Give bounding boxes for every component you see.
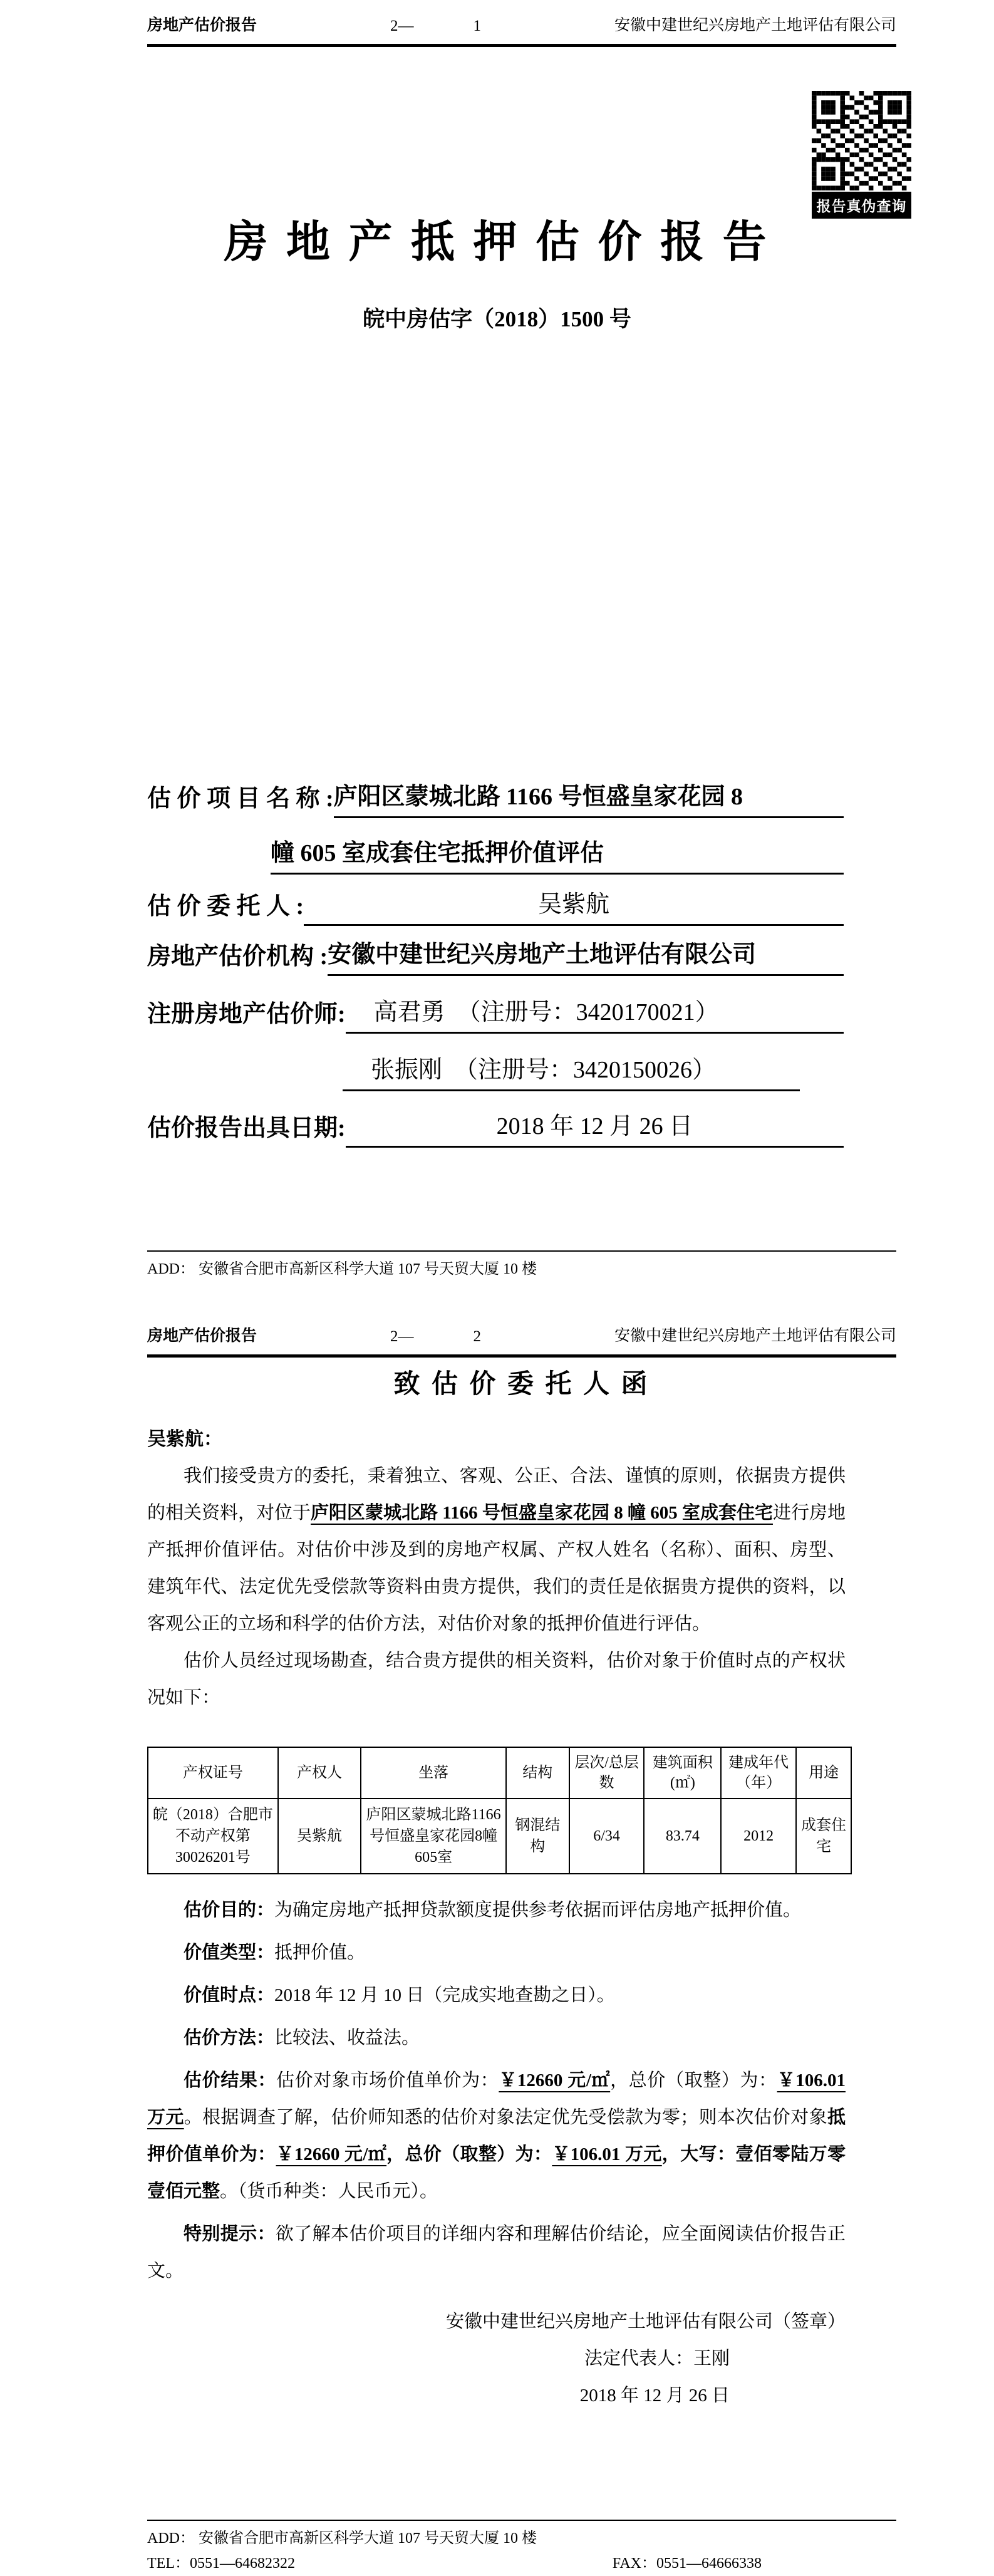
signature-company: 安徽中建世纪兴房地产土地评估有限公司（签章） <box>445 2312 846 2332</box>
paragraph-survey: 估价人员经过现场勘查，结合贵方提供的相关资料，估价对象于价值时点的产权状况如下： <box>147 1651 846 1708</box>
table-cell: 钢混结构 <box>506 1799 569 1874</box>
table-header-cell: 用途 <box>796 1747 851 1799</box>
paragraph-intro: 我们接受贵方的委托，秉着独立、客观、公正、合法、谨慎的原则，依据贵方提供的相关资料，对位于庐阳区蒙城北路 1166 号恒盛皇家花园 8 幢 605 室成套住宅进行房地产抵押价值评估。对估价中涉及到的房地产权属、产权人姓名（名称）、面积、房型、建筑年代、法定优先受偿款等资料由贵方提供，我们的责任是依据贵方提供的资料，以客观公正的立场和科学的估价方法，对估价对象的抵押价值进行评估。 <box>147 1466 846 1634</box>
table-cell: 2012 <box>721 1799 796 1874</box>
paragraph-purpose: 估价目的：为确定房地产抵押贷款额度提供参考依据而评估房地产抵押价值。 <box>184 1900 802 1920</box>
paragraph-result: 估价结果：估价对象市场价值单价为：￥12660 元/㎡，总价（取整）为：￥106.01 万元。根据调查了解，估价师知悉的估价对象法定优先受偿款为零；则本次估价对象抵押价值单价为：￥12660 元/㎡，总价（取整）为：￥106.01 万元，大写：壹佰零陆万零壹佰元整。（货币种类：人民币元）。 <box>147 2070 846 2201</box>
page-1 <box>0 0 994 1278</box>
field-label-agency: 房地产估价机构 : <box>147 943 328 970</box>
header-company-name: 安徽中建世纪兴房地产土地评估有限公司 <box>614 1327 896 1344</box>
field-report-date <box>147 1111 844 1148</box>
header-page-prefix: 2— <box>390 18 414 34</box>
property-table <box>147 1747 852 1874</box>
paragraph-value-type: 价值类型：抵押价值。 <box>184 1943 366 1963</box>
header-page-number <box>390 1328 481 1346</box>
header-page-prefix: 2— <box>390 1328 414 1345</box>
page-header <box>147 1323 896 1358</box>
qr-block <box>812 91 911 219</box>
field-value-project-line1: 庐阳区蒙城北路 1166 号恒盛皇家花园 8 <box>334 782 844 818</box>
page-header <box>147 13 896 47</box>
table-header-row <box>148 1747 851 1799</box>
field-value-agency: 安徽中建世纪兴房地产土地评估有限公司 <box>328 940 844 976</box>
header-page-num: 2 <box>473 1328 481 1345</box>
paragraph-value-date: 价值时点：2018 年 12 月 10 日（完成实地查勘之日）。 <box>184 1985 615 2005</box>
letter-body <box>147 1421 846 2414</box>
table-header-cell: 建成年代（年） <box>721 1747 796 1799</box>
table-header-cell: 产权人 <box>278 1747 361 1799</box>
footer-tel: TEL：0551—64682322 <box>147 2555 295 2572</box>
field-label-project: 估 价 项 目 名 称 : <box>147 786 334 812</box>
footer-fax: FAX：0551—64666338 <box>612 2555 762 2572</box>
table-header-cell: 建筑面积(㎡) <box>644 1747 721 1799</box>
table-row <box>148 1799 851 1874</box>
header-doc-title: 房地产估价报告 <box>147 1327 257 1344</box>
field-label-client: 估 价 委 托 人 : <box>147 893 304 920</box>
table-header-cell: 产权证号 <box>148 1747 278 1799</box>
footer-contact-row <box>147 2551 896 2576</box>
field-appraiser-2 <box>147 1055 844 1091</box>
field-label-date: 估价报告出具日期: <box>147 1115 346 1141</box>
field-appraiser-1 <box>147 997 844 1034</box>
qr-caption: 报告真伪查询 <box>812 192 911 219</box>
footer-address: ADD： 安徽省合肥市高新区科学大道 107 号天贸大厦 10 楼 <box>147 2530 537 2547</box>
table-cell: 83.74 <box>644 1799 721 1874</box>
field-project-name-line2 <box>147 838 844 875</box>
signature-date: 2018 年 12 月 26 日 <box>579 2386 730 2406</box>
footer-address: ADD： 安徽省合肥市高新区科学大道 107 号天贸大厦 10 楼 <box>147 1261 537 1277</box>
header-page-number <box>390 18 481 35</box>
salutation: 吴紫航： <box>147 1429 222 1450</box>
page-2 <box>0 1278 994 2572</box>
table-cell: 庐阳区蒙城北路1166号恒盛皇家花园8幢605室 <box>361 1799 505 1874</box>
table-cell: 成套住宅 <box>796 1799 851 1874</box>
report-number: 皖中房估字（2018）1500 号 <box>363 307 631 331</box>
header-doc-title: 房地产估价报告 <box>147 17 257 34</box>
report-title: 房 地 产 抵 押 估 价 报 告 <box>224 219 770 267</box>
field-value-project-line2: 幢 605 室成套住宅抵押价值评估 <box>271 838 844 875</box>
table-cell: 吴紫航 <box>278 1799 361 1874</box>
field-value-date: 2018 年 12 月 26 日 <box>346 1111 844 1148</box>
field-label-appraiser: 注册房地产估价师: <box>147 1001 346 1027</box>
paragraph-notice: 特别提示：欲了解本估价项目的详细内容和理解估价结论，应全面阅读估价报告正文。 <box>147 2224 846 2281</box>
header-page-num: 1 <box>473 18 481 34</box>
field-project-name <box>147 782 844 818</box>
table-header-cell: 结构 <box>506 1747 569 1799</box>
table-header-cell: 层次/总层数 <box>569 1747 645 1799</box>
table-cell: 皖（2018）合肥市不动产权第30026201号 <box>148 1799 278 1874</box>
qr-code-icon <box>812 91 911 190</box>
signature-representative: 法定代表人：王刚 <box>584 2349 730 2369</box>
table-cell: 6/34 <box>569 1799 645 1874</box>
field-value-appraiser-1: 高君勇 （注册号：3420170021） <box>346 997 844 1034</box>
header-company-name: 安徽中建世纪兴房地产土地评估有限公司 <box>614 17 896 34</box>
field-agency <box>147 940 844 976</box>
table-header-cell: 坐落 <box>361 1747 505 1799</box>
letter-title: 致 估 价 委 托 人 函 <box>393 1370 650 1399</box>
paragraph-method: 估价方法：比较法、收益法。 <box>184 2028 420 2048</box>
field-value-appraiser-2: 张振刚 （注册号：3420150026） <box>343 1055 800 1091</box>
page-footer <box>147 2520 896 2576</box>
field-client <box>147 890 844 926</box>
field-value-client: 吴紫航 <box>304 890 844 926</box>
